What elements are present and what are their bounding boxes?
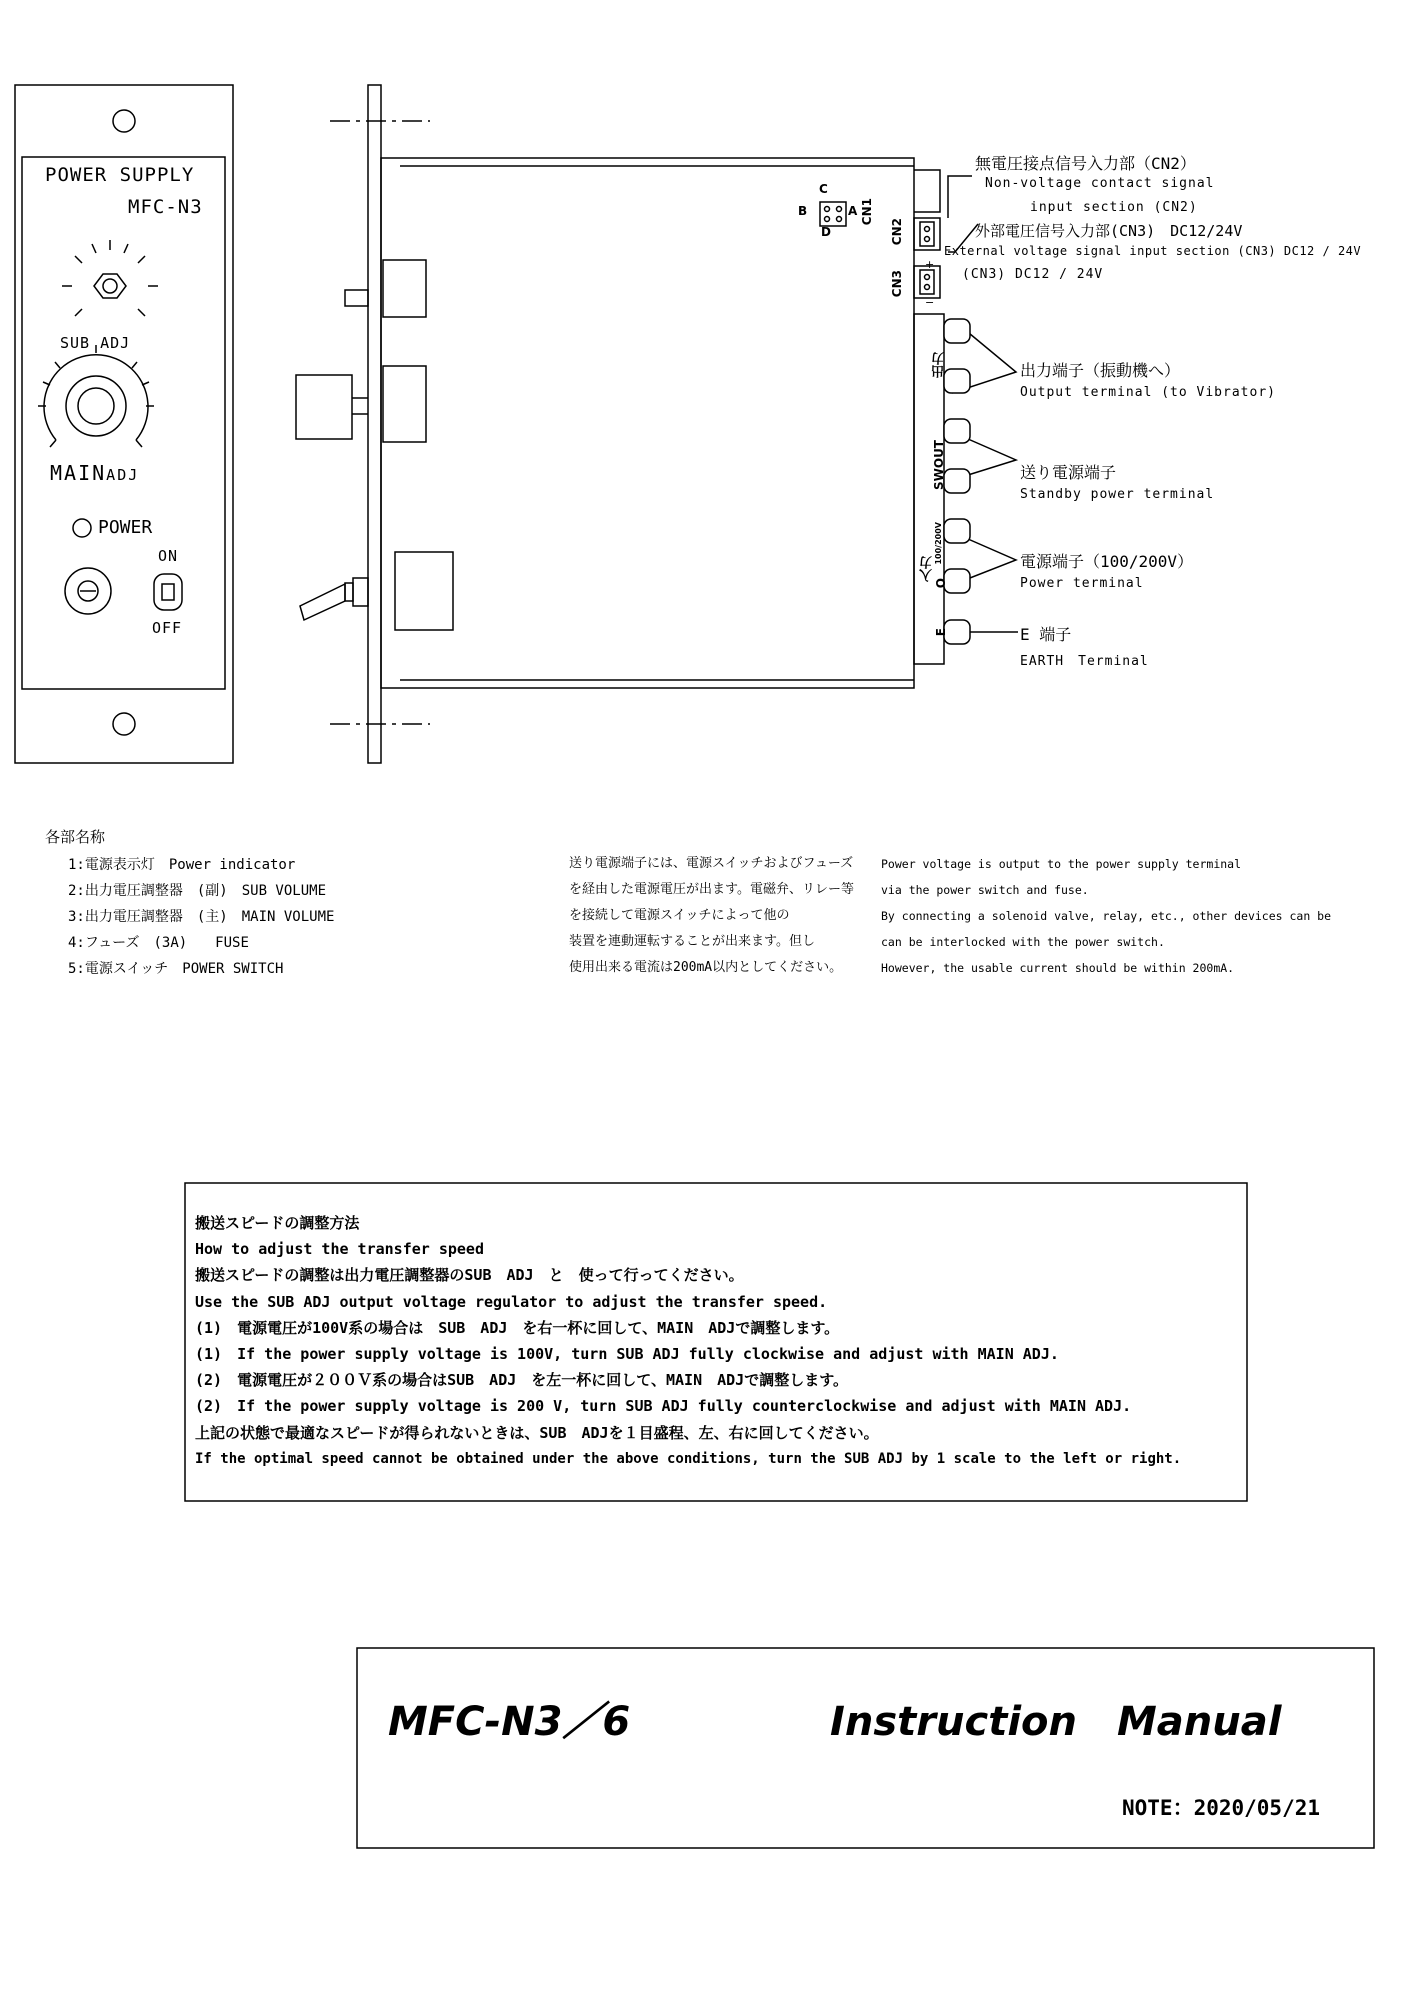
parts-item: 5:電源スイッチ POWER SWITCH (68, 961, 284, 977)
main-adj-label-sub: ADJ (106, 466, 140, 484)
earth-terminal-en: EARTH Terminal (1020, 654, 1149, 669)
speed-line: How to adjust the transfer speed (195, 1240, 484, 1259)
main-adj-knob (38, 345, 154, 447)
speed-line: (2) 電源電圧が２００Ｖ系の場合はSUB ADJ を左一杯に回して、MAIN ADJで調整します。 (195, 1371, 848, 1390)
cn2-callout-en1: Non-voltage contact signal (985, 176, 1215, 191)
switch-on-label: ON (158, 547, 179, 565)
standby-note-en-line: By connecting a solenoid valve, relay, etc., other devices can be (881, 909, 1332, 923)
parts-item: 4:フューズ (3A) FUSE (68, 935, 249, 951)
earth-terminal-jp: E 端子 (1020, 625, 1072, 644)
front-panel-inner-plate (22, 157, 225, 689)
fuse-holder (65, 568, 111, 614)
panel-model: MFC-N3 (128, 196, 203, 218)
standby-note-jp-line: を経由した電源電圧が出ます。電磁弁、リレー等 (569, 882, 854, 897)
standby-note-jp-line: を接続して電源スイッチによって他の (569, 908, 790, 923)
standby-note-jp-line: 送り電源端子には、電源スイッチおよびフューズ (569, 856, 854, 871)
cn2-label: CN2 (890, 218, 904, 246)
power-toggle-switch (154, 574, 182, 610)
terminal-out-label: 出力 (932, 352, 947, 378)
cn3-callout-en2: (CN3) DC12 / 24V (962, 267, 1104, 282)
power-indicator-lamp (73, 519, 91, 537)
side-view (296, 85, 1018, 763)
speed-line: 搬送スピードの調整方法 (195, 1214, 360, 1232)
standby-note-en-line: However, the usable current should be within 200mA. (881, 961, 1235, 975)
cn1-label: CN1 (860, 198, 874, 226)
standby-terminal-jp: 送り電源端子 (1020, 463, 1117, 482)
switch-off-label: OFF (152, 619, 183, 637)
speed-line: 搬送スピードの調整は出力電圧調整器のSUB ADJ と 使って行ってください。 (195, 1266, 744, 1285)
note-date: NOTE：2020/05/21 (1122, 1796, 1321, 1820)
parts-heading: 各部名称 (45, 828, 106, 846)
power-terminal-jp: 電源端子（100/200V） (1020, 552, 1194, 571)
sub-adj-knob (62, 240, 158, 316)
speed-line: (2) If the power supply voltage is 200 V, turn SUB ADJ fully counterclockwise and adjust with MAIN ADJ. (195, 1397, 1132, 1416)
standby-note-jp (569, 851, 854, 981)
cn3-label: CN3 (890, 270, 904, 298)
cn3-minus: − (925, 296, 935, 309)
speed-line: Use the SUB ADJ output voltage regulator to adjust the transfer speed. (195, 1292, 828, 1311)
main-adj-label-main: MAIN (50, 461, 107, 485)
standby-note-en-line: via the power switch and fuse. (881, 883, 1089, 897)
power-label: POWER (98, 517, 153, 538)
terminal-o-label: O (934, 578, 948, 589)
speed-line: If the optimal speed cannot be obtained under the above conditions, turn the SUB ADJ by 1 scale to the left or right. (195, 1450, 1182, 1467)
standby-note-jp-line: 使用出来る電流は200mA以内としてください。 (569, 960, 843, 975)
pin-d-label: D (821, 225, 831, 239)
standby-note-en-line: can be interlocked with the power switch. (881, 935, 1165, 949)
speed-line: 上記の状態で最適なスピードが得られないときは、SUB ADJを１目盛程、左、右に回してください。 (195, 1423, 879, 1442)
front-panel-outline (15, 85, 233, 763)
pin-c-label: C (819, 182, 828, 196)
sub-adj-label: SUB ADJ (60, 334, 131, 352)
speed-adjust-text (195, 1210, 1243, 1472)
terminal-swout-label: SWOUT (932, 440, 946, 491)
manual-model: MFC-N3／6 (388, 1699, 631, 1745)
terminal-in-label: 入力 (920, 556, 935, 582)
cn3-callout-jp: 外部電圧信号入力部(CN3) DC12/24V (975, 222, 1243, 240)
parts-list (68, 852, 334, 982)
cn2-callout-jp: 無電圧接点信号入力部（CN2） (975, 154, 1196, 173)
output-terminal-jp: 出力端子（振動機へ） (1020, 361, 1181, 380)
standby-note-en-line: Power voltage is output to the power supply terminal (881, 857, 1242, 871)
parts-item: 3:出力電圧調整器 (主) MAIN VOLUME (68, 909, 335, 925)
speed-line: (1) 電源電圧が100V系の場合は SUB ADJ を右一杯に回して、MAIN ADJで調整します。 (195, 1318, 840, 1337)
pin-a-label: A (848, 204, 858, 218)
speed-line: (1) If the power supply voltage is 100V, turn SUB ADJ fully clockwise and adjust with MAIN ADJ. (195, 1345, 1059, 1364)
standby-note-jp-line: 装置を連動運転することが出来ます。但し (569, 934, 815, 949)
cn2-callout-en2: input section (CN2) (1030, 200, 1198, 215)
terminal-volt-label: 100/200V (934, 522, 943, 565)
mount-hole-bottom (113, 713, 135, 735)
mount-hole-top (113, 110, 135, 132)
standby-terminal-en: Standby power terminal (1020, 487, 1215, 502)
cn3-plus: + (925, 258, 935, 271)
parts-item: 2:出力電圧調整器 (副) SUB VOLUME (68, 883, 327, 899)
main-adj-label (50, 461, 139, 485)
terminal-e-label: E (934, 628, 948, 637)
power-terminal-en: Power terminal (1020, 576, 1144, 591)
pin-b-label: B (798, 204, 808, 218)
manual-title: Instruction Manual (830, 1699, 1282, 1745)
output-terminal-en: Output terminal (to Vibrator) (1020, 385, 1276, 400)
parts-item: 1:電源表示灯 Power indicator (68, 857, 296, 873)
panel-title: POWER SUPPLY (45, 164, 195, 186)
standby-note-en (881, 851, 1331, 981)
cn3-callout-en1: External voltage signal input section (CN3) DC12 / 24V (944, 244, 1362, 258)
